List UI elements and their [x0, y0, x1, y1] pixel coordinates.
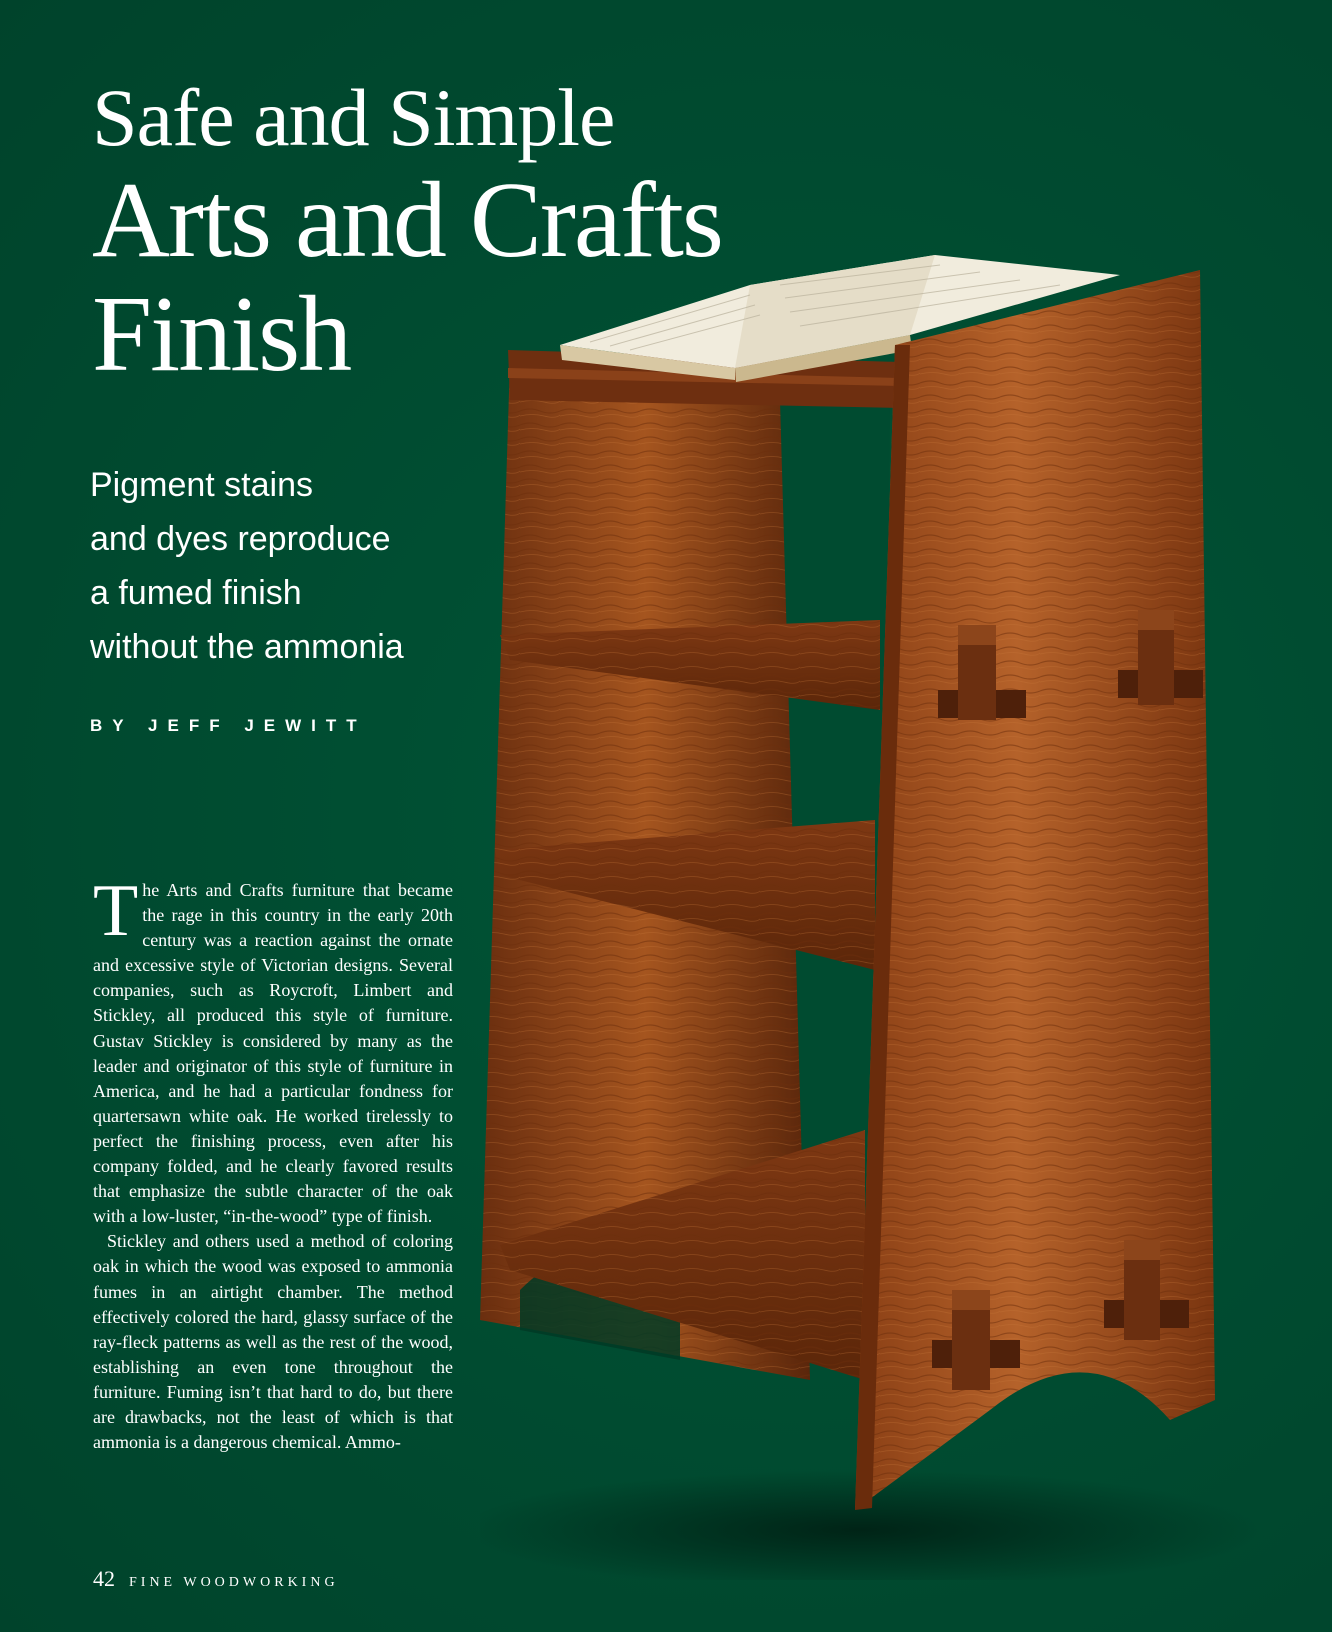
folio: [93, 1566, 339, 1592]
deck-line-2: and dyes reproduce: [90, 520, 391, 558]
body-paragraph-1-text: he Arts and Crafts furniture that became the rage in this country in the early 20th century was a reaction against the ornate and excessive style of Victorian designs. Several companies, such as Roycroft, Limbert and Stickley, all produced this style of furniture. Gustav Stickley is considered by many as the leader and originator of this style of furniture in America, and he had a particular fondness for quartersawn white oak. He worked tirelessly to perfect the finishing process, even after his company folded, and he clearly favored results that emphasize the subtle character of the oak with a low-luster, “in-the-wood” type of finish.: [93, 880, 453, 1227]
page-number: 42: [93, 1566, 115, 1591]
headline-line-2: Arts and Crafts: [92, 161, 722, 280]
body-paragraph-2: Stickley and others used a method of coloring oak in which the wood was exposed to ammonia fumes in an airtight chamber. The method effectively colored the hard, glassy surface of the ray-fleck patterns as well as the rest of the wood, establishing an even tone throughout the furniture. Fuming isn’t that hard to do, but there are drawbacks, not the least of which is that ammonia is a dangerous chemical. Ammo-: [93, 1231, 453, 1453]
body-paragraph-1: [93, 870, 453, 1229]
deck-line-1: Pigment stains: [90, 466, 313, 504]
deck-line-4: without the ammonia: [90, 628, 404, 666]
article-body: [93, 870, 453, 1455]
deck-line-3: a fumed finish: [90, 574, 302, 612]
article-deck: [90, 458, 490, 674]
drop-cap: T: [93, 870, 139, 952]
headline-line-3: Finish: [92, 275, 351, 394]
magazine-name: FINE WOODWORKING: [129, 1575, 339, 1590]
byline: BY JEFF JEWITT: [90, 716, 367, 735]
headline-line-1: Safe and Simple: [92, 72, 615, 163]
article-headline: [92, 72, 852, 392]
bookstand-photo: [480, 250, 1280, 1580]
